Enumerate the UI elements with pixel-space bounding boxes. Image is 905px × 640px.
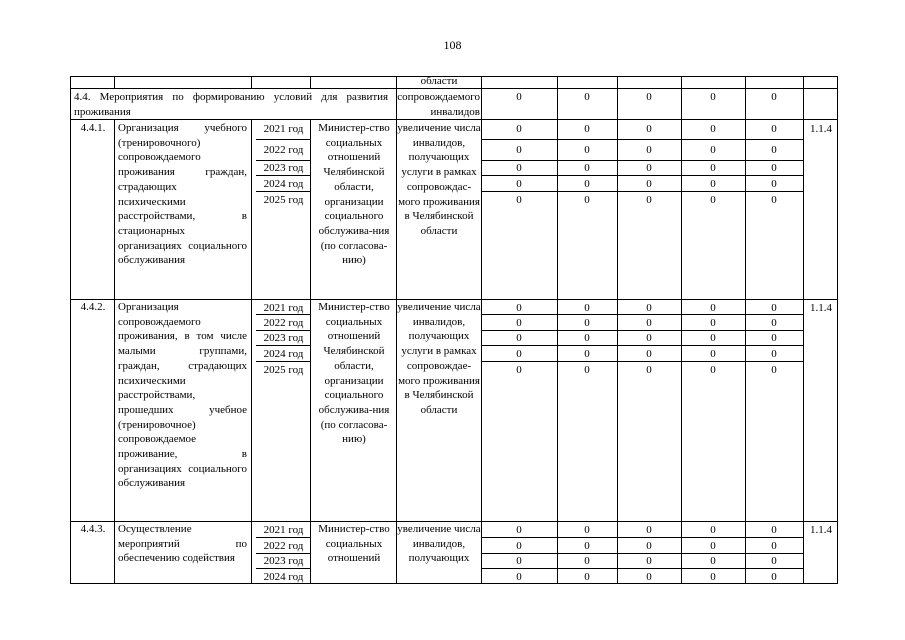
row-value: 0 bbox=[516, 364, 522, 376]
row-title: Осуществление мероприятий по обеспечению содействия bbox=[118, 523, 247, 565]
row-value: 0 bbox=[771, 332, 777, 344]
row-value: 0 bbox=[710, 194, 716, 206]
row-value: 0 bbox=[710, 540, 716, 552]
section-value: 0 bbox=[516, 91, 522, 103]
row-value: 0 bbox=[710, 162, 716, 174]
row-title: Организация сопровождаемого проживания, в том числе малыми группами, граждан, страдающих психическими расстройствами, прошедших учебное (тренировочное) сопровождаемое проживание, в организациях социального обслуживания bbox=[118, 301, 247, 490]
year-separator bbox=[256, 361, 311, 362]
row-value: 0 bbox=[584, 524, 590, 536]
row-year: 2024 год bbox=[263, 571, 304, 583]
row-value: 0 bbox=[771, 571, 777, 583]
row-executor: Министер-ство социальных отношений bbox=[318, 523, 390, 565]
row-year: 2023 год bbox=[263, 162, 304, 174]
year-separator bbox=[481, 345, 804, 346]
row-value: 0 bbox=[710, 555, 716, 567]
column-border bbox=[251, 119, 252, 584]
row-value: 0 bbox=[646, 123, 652, 135]
row-year: 2022 год bbox=[263, 144, 304, 156]
row-executor: Министер-ство социальных отношений Челябинской области, организации социального обслужива-ния (по согласова-нию) bbox=[318, 122, 390, 267]
page-number: 108 bbox=[443, 38, 462, 52]
row-value: 0 bbox=[584, 144, 590, 156]
row-value: 0 bbox=[771, 348, 777, 360]
row-indicator: увеличение числа инвалидов, получающих услуги в рамках сопровождае-мого проживания в Челябинской области bbox=[397, 301, 481, 416]
row-title: Организация учебного (тренировочного) сопровождаемого проживания граждан, страдающих психическими расстройствами, в стационарных организациях социального обслуживания bbox=[118, 122, 247, 267]
year-separator bbox=[256, 175, 311, 176]
row-value: 0 bbox=[771, 540, 777, 552]
row-value: 0 bbox=[584, 302, 590, 314]
year-separator bbox=[481, 191, 804, 192]
row-value: 0 bbox=[710, 332, 716, 344]
row-value: 0 bbox=[646, 332, 652, 344]
row-value: 0 bbox=[584, 555, 590, 567]
row-number: 4.4.2. bbox=[80, 301, 106, 313]
row-value: 0 bbox=[516, 317, 522, 329]
row-value: 0 bbox=[584, 332, 590, 344]
row-value: 0 bbox=[710, 144, 716, 156]
year-separator bbox=[256, 537, 311, 538]
row-value: 0 bbox=[771, 194, 777, 206]
row-value: 0 bbox=[584, 348, 590, 360]
row-year: 2024 год bbox=[263, 348, 304, 360]
row-value: 0 bbox=[516, 332, 522, 344]
row-value: 0 bbox=[516, 555, 522, 567]
program-table bbox=[70, 76, 838, 584]
section-value: 0 bbox=[584, 91, 590, 103]
row-value: 0 bbox=[771, 524, 777, 536]
row-value: 0 bbox=[516, 123, 522, 135]
row-value: 0 bbox=[584, 317, 590, 329]
row-value: 0 bbox=[646, 571, 652, 583]
row-code: 1.1.4 bbox=[810, 524, 832, 536]
row-code: 1.1.4 bbox=[810, 123, 832, 135]
row-year: 2023 год bbox=[263, 555, 304, 567]
year-separator bbox=[256, 139, 311, 140]
row-value: 0 bbox=[516, 302, 522, 314]
row-number: 4.4.3. bbox=[80, 523, 106, 535]
row-value: 0 bbox=[710, 178, 716, 190]
row-value: 0 bbox=[710, 302, 716, 314]
section-title: 4.4. Мероприятия по формированию условий для развития сопровождаемого проживания инвалидов bbox=[74, 91, 480, 118]
column-border bbox=[837, 76, 838, 584]
row-value: 0 bbox=[771, 144, 777, 156]
row-value: 0 bbox=[516, 524, 522, 536]
row-value: 0 bbox=[646, 524, 652, 536]
row-value: 0 bbox=[646, 364, 652, 376]
row-border bbox=[70, 583, 838, 584]
row-value: 0 bbox=[646, 348, 652, 360]
row-value: 0 bbox=[771, 123, 777, 135]
row-year: 2025 год bbox=[263, 364, 304, 376]
row-value: 0 bbox=[646, 302, 652, 314]
row-value: 0 bbox=[771, 162, 777, 174]
row-value: 0 bbox=[646, 555, 652, 567]
section-value: 0 bbox=[771, 91, 777, 103]
row-value: 0 bbox=[710, 364, 716, 376]
row-value: 0 bbox=[516, 540, 522, 552]
column-border bbox=[251, 76, 252, 88]
indicator-tail: области bbox=[420, 75, 458, 87]
row-value: 0 bbox=[646, 540, 652, 552]
row-value: 0 bbox=[516, 348, 522, 360]
row-value: 0 bbox=[710, 317, 716, 329]
row-year: 2022 год bbox=[263, 317, 304, 329]
row-value: 0 bbox=[646, 317, 652, 329]
column-border bbox=[114, 76, 115, 88]
row-executor: Министер-ство социальных отношений Челябинской области, организации социального обслужива-ния (по согласова-нию) bbox=[318, 301, 390, 446]
row-value: 0 bbox=[710, 571, 716, 583]
column-border bbox=[70, 76, 71, 584]
year-separator bbox=[481, 568, 804, 569]
row-year: 2024 год bbox=[263, 178, 304, 190]
row-value: 0 bbox=[710, 524, 716, 536]
row-value: 0 bbox=[584, 162, 590, 174]
row-year: 2021 год bbox=[263, 302, 304, 314]
row-number: 4.4.1. bbox=[80, 122, 106, 134]
row-year: 2025 год bbox=[263, 194, 304, 206]
row-value: 0 bbox=[516, 194, 522, 206]
year-separator bbox=[481, 139, 804, 140]
row-value: 0 bbox=[771, 317, 777, 329]
row-code: 1.1.4 bbox=[810, 302, 832, 314]
row-indicator: увеличение числа инвалидов, получающих услуги в рамках сопровождас-мого проживания в Челябинской области bbox=[397, 122, 481, 237]
year-separator bbox=[256, 345, 311, 346]
row-value: 0 bbox=[516, 571, 522, 583]
year-separator bbox=[481, 537, 804, 538]
row-value: 0 bbox=[646, 178, 652, 190]
row-value: 0 bbox=[771, 178, 777, 190]
year-separator bbox=[481, 175, 804, 176]
column-border bbox=[310, 76, 311, 88]
year-separator bbox=[256, 191, 311, 192]
row-value: 0 bbox=[646, 194, 652, 206]
row-value: 0 bbox=[710, 123, 716, 135]
row-value: 0 bbox=[584, 178, 590, 190]
section-value: 0 bbox=[710, 91, 716, 103]
row-indicator: увеличение числа инвалидов, получающих bbox=[397, 523, 481, 565]
row-value: 0 bbox=[771, 302, 777, 314]
row-value: 0 bbox=[584, 194, 590, 206]
section-value: 0 bbox=[646, 91, 652, 103]
row-value: 0 bbox=[646, 144, 652, 156]
row-value: 0 bbox=[584, 364, 590, 376]
row-value: 0 bbox=[584, 540, 590, 552]
row-year: 2023 год bbox=[263, 332, 304, 344]
row-year: 2022 год bbox=[263, 540, 304, 552]
year-separator bbox=[481, 361, 804, 362]
row-year: 2021 год bbox=[263, 123, 304, 135]
row-value: 0 bbox=[584, 571, 590, 583]
row-value: 0 bbox=[710, 348, 716, 360]
row-year: 2021 год bbox=[263, 524, 304, 536]
row-value: 0 bbox=[584, 123, 590, 135]
row-value: 0 bbox=[771, 364, 777, 376]
year-separator bbox=[256, 568, 311, 569]
row-value: 0 bbox=[516, 178, 522, 190]
column-border bbox=[114, 119, 115, 584]
row-value: 0 bbox=[516, 144, 522, 156]
row-value: 0 bbox=[646, 162, 652, 174]
row-value: 0 bbox=[516, 162, 522, 174]
row-value: 0 bbox=[771, 555, 777, 567]
